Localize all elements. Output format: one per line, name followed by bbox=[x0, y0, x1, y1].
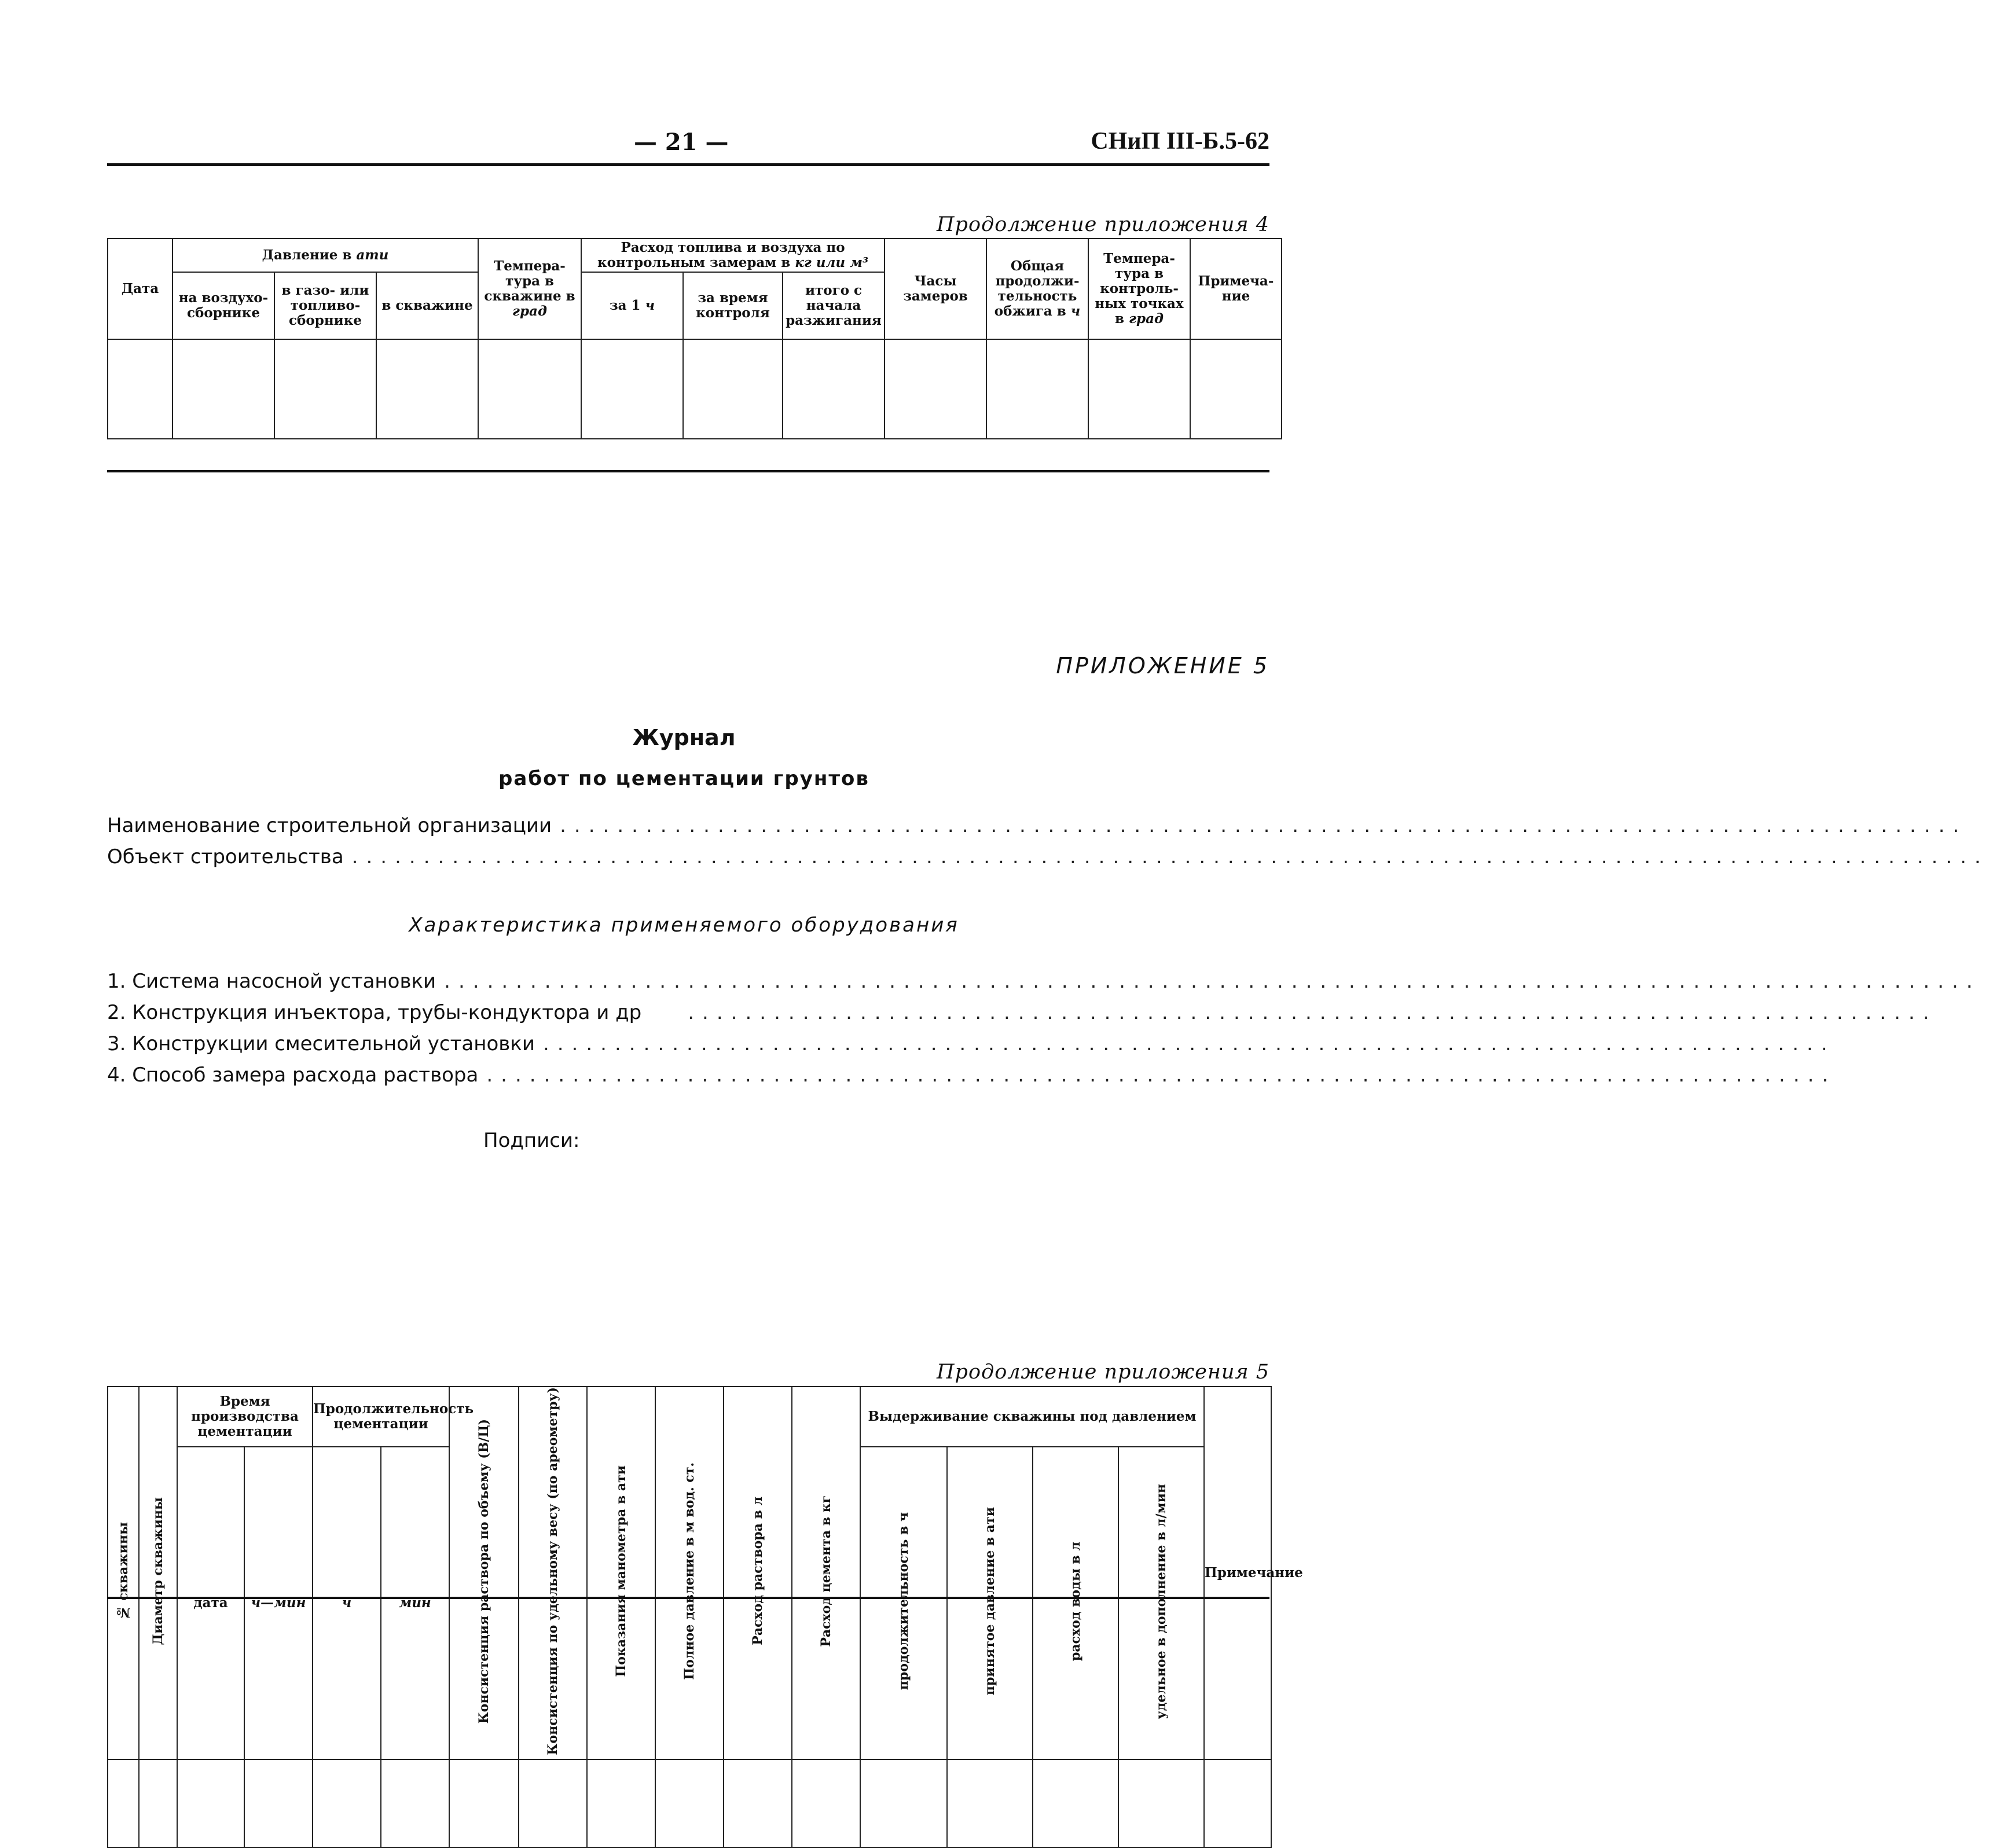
object-line bbox=[107, 845, 1989, 868]
col-duration: Общая продолжи-тельность обжига в ч bbox=[986, 239, 1088, 339]
col-cement-flow: Расход цемента в кг bbox=[792, 1387, 860, 1759]
col-time: ч—мин bbox=[244, 1447, 313, 1759]
col-note: Примеча-ние bbox=[1190, 239, 1282, 339]
table1-bottom-rule bbox=[107, 470, 1269, 472]
table-row bbox=[108, 339, 1282, 439]
col-hours: Часы замеров bbox=[885, 239, 986, 339]
col-hold-pressure: принятое давление в ати bbox=[947, 1447, 1033, 1759]
table2-bottom-rule bbox=[107, 1597, 1269, 1599]
fill-dots: .................................................................................................................. bbox=[351, 845, 1989, 868]
col-control-temperature: Темпера-тура в контроль-ных точках в град bbox=[1088, 239, 1190, 339]
col-specific-absorption: удельное в дополнение в л/мин bbox=[1118, 1447, 1204, 1759]
furnace-log-table bbox=[107, 238, 1282, 439]
group-fuel-air: Расход топлива и воздуха по контрольным замерам в кг или м³ bbox=[581, 239, 885, 272]
group-cementation-duration: Продолжительность цементации bbox=[313, 1387, 449, 1447]
object-label: Объект строительства bbox=[107, 845, 344, 868]
header-rule bbox=[107, 163, 1269, 166]
col-date: дата bbox=[177, 1447, 244, 1759]
cementation-log-table bbox=[107, 1386, 1303, 1848]
col-minutes: мин bbox=[381, 1447, 449, 1759]
col-consistency-weight: Консистенция по удельному весу (по ареометру) bbox=[519, 1387, 587, 1759]
col-full-pressure: Полное давление в м вод. ст. bbox=[655, 1387, 724, 1759]
col-well-number: № скважины bbox=[108, 1387, 139, 1759]
col-note: Примечание bbox=[1204, 1387, 1271, 1759]
col-diameter: Диаметр скважины bbox=[139, 1387, 177, 1759]
document-code: СНиП III-Б.5-62 bbox=[1091, 128, 1269, 155]
equipment-item: 3. Конструкции смесительной установки .......................................................................................... bbox=[107, 1032, 1836, 1055]
fill-dots: .................................................................................................. bbox=[560, 814, 1968, 837]
col-in-well: в скважине bbox=[376, 272, 478, 339]
col-manometer: Показания манометра в ати bbox=[587, 1387, 655, 1759]
col-date: Дата bbox=[108, 239, 173, 339]
table2-caption: Продолжение приложения 5 bbox=[937, 1361, 1269, 1384]
col-solution-flow: Расход раствора в л bbox=[724, 1387, 792, 1759]
org-line bbox=[107, 814, 1968, 837]
col-hours: ч bbox=[313, 1447, 381, 1759]
equipment-item: 4. Способ замера расхода раствора .............................................................................................. bbox=[107, 1064, 1837, 1087]
col-hold-duration: продолжительность в ч bbox=[860, 1447, 947, 1759]
col-total: итого с начала разжигания bbox=[783, 272, 885, 339]
col-water-flow: расход воды в л bbox=[1033, 1447, 1118, 1759]
table1-caption: Продолжение приложения 4 bbox=[937, 213, 1269, 236]
equipment-item: 2. Конструкция инъектора, трубы-кондуктора и др ....................................................................................... bbox=[107, 1001, 1937, 1024]
equipment-item: 1. Система насосной установки ........................................................................................................... bbox=[107, 970, 1981, 993]
group-pressure-hold: Выдерживание скважины под давлением bbox=[860, 1387, 1204, 1447]
table-row bbox=[108, 1759, 1271, 1847]
group-pressure: Давление в ати bbox=[173, 239, 478, 272]
appendix-label: ПРИЛОЖЕНИЕ 5 bbox=[1056, 653, 1269, 679]
col-control-period: за время контроля bbox=[683, 272, 783, 339]
org-label: Наименование строительной организации bbox=[107, 814, 552, 837]
col-per-hour: за 1 ч bbox=[581, 272, 683, 339]
col-gas-receiver: в газо- или топливо-сборнике bbox=[274, 272, 376, 339]
col-temperature: Темпера-тура в скважине в град bbox=[478, 239, 581, 339]
col-consistency-volume: Консистенция раствора по объему (В/Ц) bbox=[449, 1387, 519, 1759]
page-number: — 21 — bbox=[634, 129, 729, 156]
signatures-label: Подписи: bbox=[483, 1129, 580, 1152]
group-production-time: Время производства цементации bbox=[177, 1387, 313, 1447]
journal-title: Журнал bbox=[632, 725, 736, 750]
equipment-heading: Характеристика применяемого оборудования bbox=[409, 914, 959, 937]
col-air-receiver: на воздухо-сборнике bbox=[173, 272, 274, 339]
journal-subtitle: работ по цементации грунтов bbox=[498, 767, 869, 790]
